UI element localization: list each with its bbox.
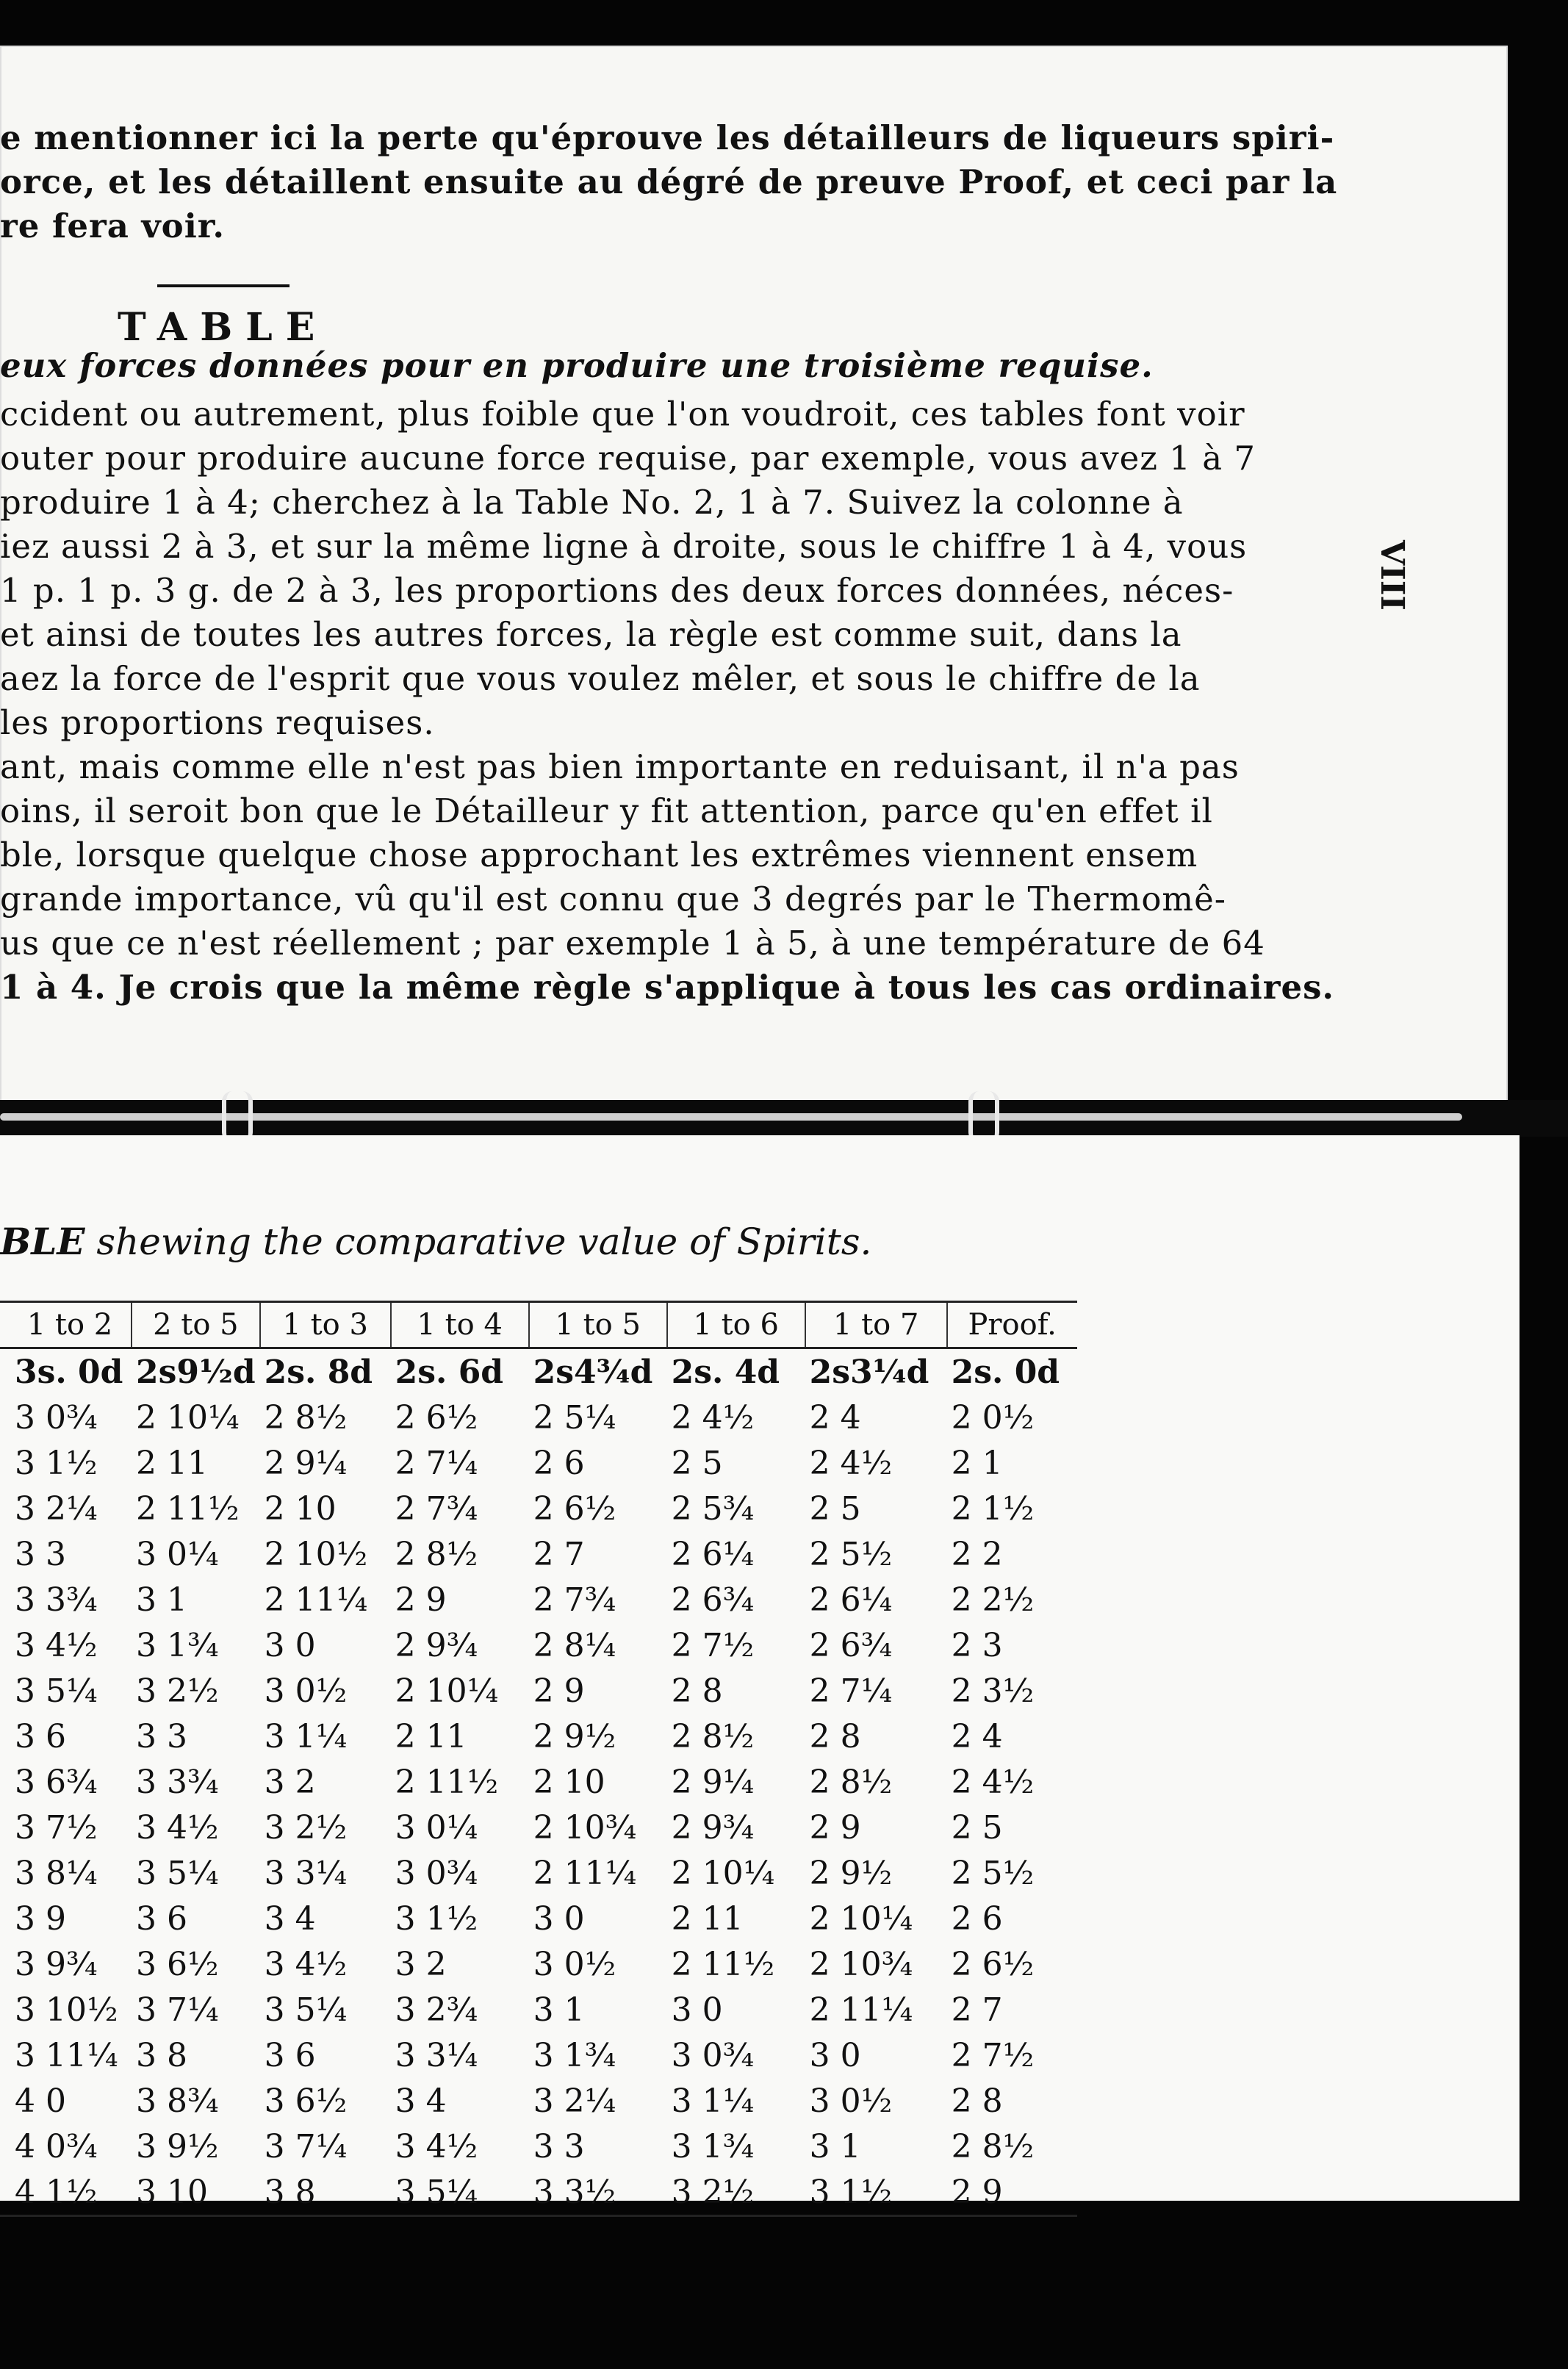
table-row <box>0 1714 1077 1759</box>
table-cell: 2s4¾d <box>533 1353 653 1391</box>
table-cell: 2 1½ <box>951 1489 1035 1528</box>
table-cell: 2 4½ <box>809 1444 893 1482</box>
table-cell: 2 9 <box>947 2169 1077 2216</box>
table-cell: 2 11½ <box>136 1489 240 1528</box>
table-cell: 3 2 <box>264 1763 316 1801</box>
table-cell: 3 3 <box>533 2127 585 2165</box>
table-cell: 2 11¼ <box>533 1854 637 1892</box>
table-cell: 2 4½ <box>671 1398 755 1437</box>
page-number <box>1367 540 1411 614</box>
table-cell: 3 10½ <box>15 1991 118 2029</box>
table-cell: 3 1 <box>136 1581 187 1619</box>
table-cell: 3 1 <box>809 2127 861 2165</box>
table-cell: 2 8½ <box>671 1717 755 1755</box>
table-cell: 2 9½ <box>809 1854 893 1892</box>
table-cell: 2 6¾ <box>671 1581 755 1619</box>
table-row <box>0 1395 1077 1440</box>
table-cell: 2 9¼ <box>264 1444 348 1482</box>
table-cell: 3 1¾ <box>533 2036 616 2074</box>
column-header: 2 to 5 <box>132 1302 260 1348</box>
table-cell: 3 1¾ <box>136 1626 219 1664</box>
table-cell: 3 4½ <box>15 1626 98 1664</box>
text-line: aez la force de l'esprit que vous voulez mêler, et sous le chiffre de la <box>0 659 1201 698</box>
table-cell: 2 5½ <box>951 1854 1035 1892</box>
column-header: 1 to 6 <box>667 1302 805 1348</box>
table-cell: 3s. 0d <box>15 1353 123 1391</box>
table-cell: 2 5¼ <box>533 1398 616 1437</box>
table-title-bold: BLE <box>0 1220 85 1263</box>
table-cell: 2s. 6d <box>395 1353 504 1391</box>
divider-rule <box>157 284 289 287</box>
table-cell: 3 10 <box>132 2169 260 2216</box>
table-cell: 2 4 <box>951 1717 1003 1755</box>
table-title-rest: shewing the comparative value of Spirits. <box>84 1221 872 1263</box>
table-cell: 2 8½ <box>264 1398 348 1437</box>
text-line: les proportions requises. <box>0 703 435 742</box>
text-line: ccident ou autrement, plus foible que l'on voudroit, ces tables font voir <box>0 395 1245 434</box>
table-row <box>0 2078 1077 2124</box>
table-cell: 2 11 <box>671 1899 744 1938</box>
table-cell: 3 2 <box>395 1945 447 1983</box>
table-cell: 3 2¼ <box>533 2082 616 2120</box>
table-cell: 2 9 <box>809 1808 861 1847</box>
table-cell: 2 9¼ <box>671 1763 755 1801</box>
text-line: grande importance, vû qu'il est connu que 3 degrés par le Thermomê- <box>0 880 1226 919</box>
table-row <box>0 2169 1077 2216</box>
text-line: outer pour produire aucune force requise, par exemple, vous avez 1 à 7 <box>0 439 1256 478</box>
table-row <box>0 1531 1077 1577</box>
spirits-value-table <box>0 1301 1077 2217</box>
table-cell: 3 5¼ <box>264 1991 348 2029</box>
table-cell: 3 7¼ <box>136 1991 219 2029</box>
text-line: ble, lorsque quelque chose approchant les extrêmes viennent ensem <box>0 835 1198 874</box>
table-cell: 2 7¾ <box>395 1489 478 1528</box>
table-row <box>0 1348 1077 1395</box>
text-line: 1 à 4. Je crois que la même règle s'applique à tous les cas ordinaires. <box>0 968 1335 1007</box>
text-line: re fera voir. <box>0 206 226 245</box>
table-cell: 4 0 <box>15 2082 66 2120</box>
table-cell: 2 0½ <box>951 1398 1035 1437</box>
table-cell: 2 11 <box>136 1444 208 1482</box>
table-cell: 3 0¼ <box>136 1535 219 1573</box>
text-line: et ainsi de toutes les autres forces, la règle est comme suit, dans la <box>0 615 1182 654</box>
section-subtitle: eux forces données pour en produire une troisième requise. <box>0 346 1154 385</box>
table-cell: 3 0¾ <box>395 1854 478 1892</box>
column-header: 1 to 3 <box>260 1302 391 1348</box>
table-cell: 3 1¾ <box>671 2127 755 2165</box>
table-cell: 2 5 <box>809 1489 861 1528</box>
table-cell: 2 11¼ <box>264 1581 368 1619</box>
table-cell: 3 3½ <box>529 2169 667 2216</box>
table-cell: 2 11½ <box>671 1945 775 1983</box>
text-line: us que ce n'est réellement ; par exemple 1 à 5, à une température de 64 <box>0 924 1265 963</box>
table-cell: 2 2½ <box>951 1581 1035 1619</box>
table-cell: 3 1½ <box>15 1444 98 1482</box>
table-cell: 3 5¼ <box>15 1672 98 1710</box>
table-row <box>0 1668 1077 1714</box>
table-cell: 2 10¾ <box>533 1808 637 1847</box>
table-cell: 3 0¾ <box>15 1398 98 1437</box>
text-line: iez aussi 2 à 3, et sur la même ligne à droite, sous le chiffre 1 à 4, vous <box>0 527 1248 566</box>
table-row <box>0 2124 1077 2169</box>
table-cell: 3 3¾ <box>15 1581 98 1619</box>
table-cell: 2 10½ <box>264 1535 368 1573</box>
table-cell: 3 0 <box>809 2036 861 2074</box>
text-line: orce, et les détaillent ensuite au dégré de preuve Proof, et ceci par la <box>0 162 1338 201</box>
table-cell: 3 9½ <box>136 2127 219 2165</box>
text-line: 1 p. 1 p. 3 g. de 2 à 3, les proportions des deux forces données, néces- <box>0 571 1234 610</box>
column-header: 1 to 7 <box>805 1302 947 1348</box>
table-cell: 2 6 <box>951 1899 1003 1938</box>
table-cell: 2 3 <box>951 1626 1003 1664</box>
table-cell: 3 4½ <box>136 1808 219 1847</box>
table-cell: 2 11¼ <box>809 1991 913 2029</box>
table-cell: 3 3¾ <box>136 1763 219 1801</box>
table-cell: 2 6¼ <box>671 1535 755 1573</box>
table-row <box>0 1896 1077 1941</box>
table-cell: 3 2¼ <box>15 1489 98 1528</box>
table-title <box>0 1220 871 1263</box>
table-row <box>0 1486 1077 1531</box>
table-row <box>0 1941 1077 1987</box>
table-cell: 3 8¼ <box>15 1854 98 1892</box>
table-cell: 2 10¼ <box>136 1398 240 1437</box>
table-cell: 2s. 4d <box>671 1353 780 1391</box>
table-cell: 3 9¾ <box>15 1945 98 1983</box>
table-body <box>0 1348 1077 2216</box>
table-cell: 3 4 <box>264 1899 316 1938</box>
section-heading: TABLE <box>118 305 328 350</box>
table-cell: 2 9 <box>395 1581 447 1619</box>
table-cell: 2s. 8d <box>264 1353 373 1391</box>
table-cell: 2 8½ <box>809 1763 893 1801</box>
table-cell: 3 2½ <box>667 2169 805 2216</box>
table-cell: 3 1¼ <box>264 1717 348 1755</box>
table-cell: 3 1¼ <box>671 2082 755 2120</box>
table-cell: 2 7½ <box>951 2036 1035 2074</box>
table-row <box>0 1850 1077 1896</box>
table-cell: 2 5 <box>951 1808 1003 1847</box>
table-cell: 3 4½ <box>395 2127 478 2165</box>
table-cell: 3 0¾ <box>671 2036 755 2074</box>
table-cell: 2 10¾ <box>809 1945 913 1983</box>
table-cell: 3 2½ <box>136 1672 219 1710</box>
table-cell: 3 1½ <box>805 2169 947 2216</box>
table-cell: 2 9 <box>533 1672 585 1710</box>
table-cell: 2 6 <box>533 1444 585 1482</box>
table-cell: 2 6¼ <box>809 1581 893 1619</box>
table-cell: 2 10¼ <box>395 1672 499 1710</box>
column-header: 1 to 5 <box>529 1302 667 1348</box>
column-header: 1 to 2 <box>0 1302 132 1348</box>
table-cell: 2 7¾ <box>533 1581 616 1619</box>
table-row <box>0 1987 1077 2032</box>
table-cell: 3 6 <box>264 2036 316 2074</box>
table-cell: 3 0¼ <box>395 1808 478 1847</box>
text-line: produire 1 à 4; cherchez à la Table No. 2, 1 à 7. Suivez la colonne à <box>0 483 1184 522</box>
table-cell: 2s3¼d <box>809 1353 929 1391</box>
page-number-text: VIII <box>1373 540 1411 611</box>
table-row <box>0 1577 1077 1622</box>
table-cell: 3 2¾ <box>395 1991 478 2029</box>
table-cell: 2 6½ <box>395 1398 478 1437</box>
table-row <box>0 1759 1077 1805</box>
text-line: ant, mais comme elle n'est pas bien importante en reduisant, il n'a pas <box>0 747 1240 786</box>
table-cell: 2 7 <box>533 1535 585 1573</box>
table-cell: 2 2 <box>951 1535 1003 1573</box>
table-cell: 2 11½ <box>395 1763 499 1801</box>
table-cell: 3 8 <box>136 2036 187 2074</box>
table-cell: 3 6½ <box>264 2082 348 2120</box>
table-cell: 2 1 <box>951 1444 1003 1482</box>
table-cell: 2 7¼ <box>395 1444 478 1482</box>
table-cell: 3 3 <box>15 1535 66 1573</box>
table-cell: 3 7½ <box>15 1808 98 1847</box>
table-cell: 4 0¾ <box>15 2127 98 2165</box>
table-cell: 3 9 <box>15 1899 66 1938</box>
table-cell: 3 6 <box>136 1899 187 1938</box>
table-cell: 2 8 <box>809 1717 861 1755</box>
table-cell: 4 1½ <box>0 2169 132 2216</box>
table-cell: 3 8¾ <box>136 2082 219 2120</box>
table-cell: 2 10 <box>533 1763 605 1801</box>
table-cell: 3 6¾ <box>15 1763 98 1801</box>
table-cell: 2 10¼ <box>809 1899 913 1938</box>
table-cell: 2 5 <box>671 1444 723 1482</box>
text-line: e mentionner ici la perte qu'éprouve les détailleurs de liqueurs spiri- <box>0 118 1335 157</box>
table-cell: 3 0 <box>264 1626 316 1664</box>
table-cell: 2 9¾ <box>395 1626 478 1664</box>
table-cell: 3 0½ <box>264 1672 348 1710</box>
table-cell: 3 8 <box>260 2169 391 2216</box>
table-cell: 2 4 <box>809 1398 861 1437</box>
table-cell: 2 10 <box>264 1489 337 1528</box>
table-cell: 3 3¼ <box>264 1854 348 1892</box>
table-cell: 2 10¼ <box>671 1854 775 1892</box>
table-cell: 3 2½ <box>264 1808 348 1847</box>
table-cell: 3 1½ <box>395 1899 478 1938</box>
table-row <box>0 1440 1077 1486</box>
table-cell: 3 0 <box>533 1899 585 1938</box>
table-header-row <box>0 1302 1077 1348</box>
table-cell: 3 3¼ <box>395 2036 478 2074</box>
table-row <box>0 1622 1077 1668</box>
table-cell: 2s9½d <box>136 1353 256 1391</box>
table-cell: 3 0 <box>671 1991 723 2029</box>
table-cell: 3 6 <box>15 1717 66 1755</box>
table-cell: 3 0½ <box>809 2082 893 2120</box>
table-cell: 3 5¼ <box>136 1854 219 1892</box>
table-cell: 2 7½ <box>671 1626 755 1664</box>
table-row <box>0 2032 1077 2078</box>
table-cell: 3 6½ <box>136 1945 219 1983</box>
table-cell: 2 8½ <box>395 1535 478 1573</box>
column-header: Proof. <box>947 1302 1077 1348</box>
table-cell: 3 7¼ <box>264 2127 348 2165</box>
table-cell: 2 9½ <box>533 1717 616 1755</box>
text-line: oins, il seroit bon que le Détailleur y fit attention, parce qu'en effet il <box>0 791 1213 830</box>
table-cell: 3 0½ <box>533 1945 616 1983</box>
table-cell: 2 6¾ <box>809 1626 893 1664</box>
column-header: 1 to 4 <box>391 1302 529 1348</box>
table-cell: 2 3½ <box>951 1672 1035 1710</box>
table-cell: 2 5¾ <box>671 1489 755 1528</box>
table-cell: 3 1 <box>533 1991 585 2029</box>
table-cell: 2 8 <box>951 2082 1003 2120</box>
table-cell: 3 3 <box>136 1717 187 1755</box>
binding-thread <box>0 1113 1462 1121</box>
table-cell: 3 11¼ <box>15 2036 118 2074</box>
table-cell: 3 4½ <box>264 1945 348 1983</box>
table-cell: 2 8 <box>671 1672 723 1710</box>
table-cell: 2 6½ <box>951 1945 1035 1983</box>
table-cell: 3 5¼ <box>391 2169 529 2216</box>
table-cell: 2 8½ <box>951 2127 1035 2165</box>
table-cell: 2s. 0d <box>951 1353 1060 1391</box>
table-cell: 2 11 <box>395 1717 467 1755</box>
table-cell: 2 8¼ <box>533 1626 616 1664</box>
table-cell: 2 9¾ <box>671 1808 755 1847</box>
table-row <box>0 1805 1077 1850</box>
table-cell: 3 4 <box>395 2082 447 2120</box>
table-cell: 2 7¼ <box>809 1672 893 1710</box>
table-cell: 2 5½ <box>809 1535 893 1573</box>
table-cell: 2 7 <box>951 1991 1003 2029</box>
table-cell: 2 6½ <box>533 1489 616 1528</box>
table-cell: 2 4½ <box>951 1763 1035 1801</box>
